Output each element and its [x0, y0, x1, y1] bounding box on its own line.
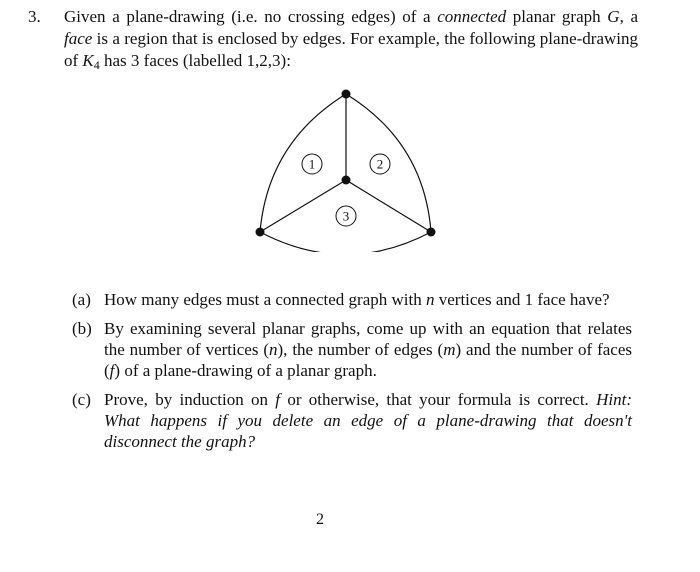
- page-number: 2: [316, 511, 324, 528]
- part-a: [72, 289, 632, 310]
- stem-text-1: Given a plane-drawing (i.e. no crossing edges) of a: [64, 7, 438, 26]
- problem-3: [28, 2, 638, 72]
- stem-graph-g: G: [607, 7, 620, 26]
- stem-text-3: , a: [619, 7, 639, 26]
- part-a-var-n: n: [425, 290, 435, 309]
- part-b-var-n: n: [269, 340, 278, 359]
- part-c-hint-text: What happens if you delete an edge of a plane-drawing that doesn't disconnect the graph?: [104, 411, 632, 451]
- edge-center-left: [260, 180, 346, 232]
- part-c-text: [104, 389, 632, 452]
- part-a-text-1: How many edges must a connected graph with: [104, 290, 426, 309]
- stem-text-5: has 3 faces (labelled 1,2,3):: [99, 51, 291, 70]
- part-b-text: [104, 318, 632, 381]
- part-b-text-3: ) and the number of faces (: [104, 340, 633, 380]
- part-c-var-f: f: [275, 390, 281, 409]
- face-label-1: 1: [308, 156, 316, 172]
- stem-text-4: is a region that is enclosed by edges. For example, the following plane-drawing of: [64, 29, 638, 70]
- edge-left-right: [260, 232, 431, 252]
- part-b-var-f: f: [109, 361, 115, 380]
- part-c-text-1: Prove, by induction on: [104, 390, 276, 409]
- face-label-2: 2: [376, 156, 384, 172]
- part-b-var-m: m: [443, 340, 456, 359]
- part-c-text-2: or otherwise, that your formula is correct.: [280, 390, 589, 409]
- stem-k-subscript: 4: [93, 58, 100, 72]
- vertex-right: [427, 228, 436, 237]
- k4-plane-drawing: [250, 82, 450, 252]
- sub-questions: [72, 289, 632, 460]
- stem-text-2: planar graph: [506, 7, 601, 26]
- stem-connected: connected: [437, 7, 507, 26]
- part-a-label: (a): [72, 290, 91, 309]
- part-c: [72, 389, 632, 452]
- stem-face: face: [64, 29, 93, 48]
- face-label-3: 3: [342, 208, 350, 224]
- part-b-text-4: ) of a plane-drawing of a planar graph.: [114, 361, 377, 380]
- part-a-text: [104, 289, 632, 310]
- part-a-text-2: vertices and 1 face have?: [434, 290, 610, 309]
- k4-graph-svg: [250, 82, 450, 252]
- part-c-label: (c): [72, 390, 91, 409]
- part-c-hint-label: Hint:: [596, 390, 632, 409]
- part-b: [72, 318, 632, 381]
- part-b-text-1: By examining several planar graphs, come up with an equation that relates the number of vertices (: [104, 319, 632, 359]
- problem-stem: [64, 2, 638, 72]
- part-b-label: (b): [72, 319, 92, 338]
- vertex-center: [342, 176, 351, 185]
- part-b-text-2: ), the number of edges (: [277, 340, 444, 359]
- vertex-left: [256, 228, 265, 237]
- stem-k: K: [82, 51, 94, 70]
- problem-number: 3.: [28, 7, 41, 26]
- edge-center-right: [346, 180, 431, 232]
- vertex-top: [342, 90, 351, 99]
